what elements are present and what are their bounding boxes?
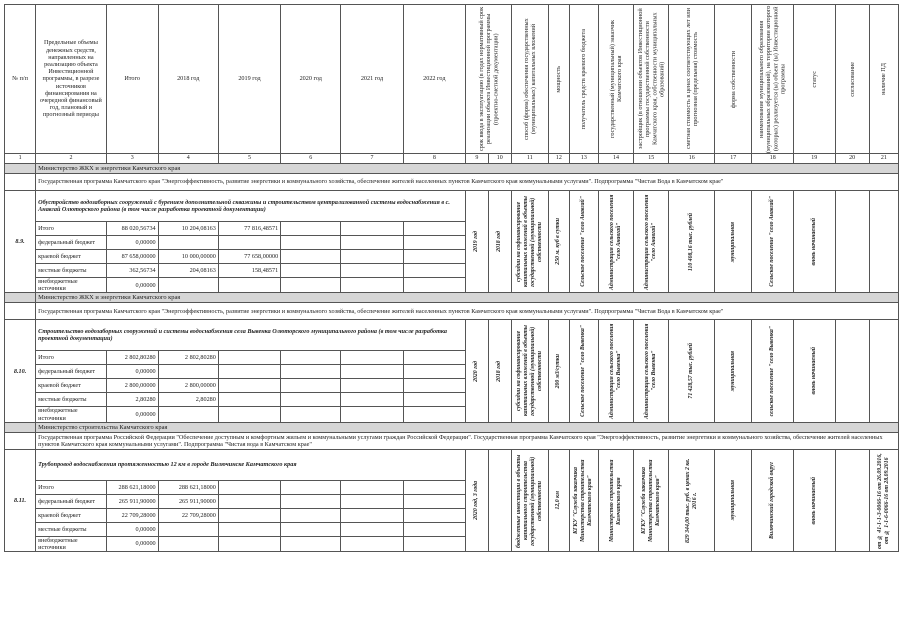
col-number: 8: [403, 154, 465, 164]
program-row: [5, 432, 899, 449]
total-value: 265 911,90000: [106, 494, 158, 508]
total-value: 288 621,18000: [106, 480, 158, 494]
capacity: 250 м. куб в сутки: [555, 218, 562, 266]
total-value: 22 709,28000: [106, 508, 158, 522]
project-row: [5, 320, 899, 351]
project-row: [5, 449, 899, 480]
year-value: [403, 480, 465, 494]
year-value: [158, 407, 218, 422]
header-label: государственный (муниципальный) заказчик Камчатского края: [608, 19, 623, 139]
col-number: 15: [634, 154, 669, 164]
year-value: [341, 236, 403, 250]
header-label: форма собственности: [729, 50, 737, 108]
ministry-row: [5, 293, 899, 303]
finance-source-label: Итого: [36, 351, 107, 365]
total-value: 362,56734: [106, 264, 158, 278]
col-number: 19: [794, 154, 836, 164]
year-value: [218, 351, 280, 365]
term: 2018 год: [496, 231, 503, 253]
year-value: [403, 379, 465, 393]
funding-form: субсидии на софинансирование капитальных вложений в объекты государственной (муниципальной) собственности: [515, 325, 543, 417]
header-cell: 2018 год: [158, 5, 218, 154]
project-name: Строительство водозаборных сооружений и системы водоснабжения села Вывенка Олюторского муниципального района (в том числе разработка проектной документации): [36, 320, 466, 351]
header-cell: [669, 5, 715, 154]
year-value: [158, 365, 218, 379]
year-value: [218, 236, 280, 250]
funding-form: субсидии на софинансирование капитальных вложений в объекты государственной (муниципальной) собственности: [515, 196, 543, 288]
header-cell: 2019 год: [218, 5, 280, 154]
header-cell: [549, 5, 570, 154]
capacity: 200 м3/сутки: [555, 353, 562, 389]
estimated-cost: 71 428,57 тыс. рублей: [688, 343, 695, 399]
ministry-row: [5, 164, 899, 174]
year-value: [341, 536, 403, 551]
year-value: 2 802,80280: [158, 351, 218, 365]
col-number: 12: [549, 154, 570, 164]
total-value: 2 800,00000: [106, 379, 158, 393]
total-value: 2 802,80280: [106, 351, 158, 365]
commission-date: 2019 год: [473, 231, 480, 253]
year-value: 2,80280: [158, 393, 218, 407]
col-number: 11: [511, 154, 548, 164]
finance-source-label: Итого: [36, 222, 107, 236]
year-value: [281, 379, 341, 393]
project-name: Обустройство водозаборных сооружений с бурением дополнительной скважины и строительством централизованной системы водоснабжения в с. Анавгай Олюторского района (в том числе разработка проектной документации): [36, 191, 466, 222]
estimated-cost: 110 408,16 тыс. рублей: [688, 212, 695, 271]
column-number-row: [5, 154, 899, 164]
program-name: Государственная программа Камчатского края "Энергоэффективность, развитие энергетики и коммунального хозяйства, обеспечение жителей населенных пунктов Камчатского края коммунальными услугами". Подпрограмма "Чистая Вода в Камчатском крае": [36, 303, 899, 320]
year-value: 158,48571: [218, 264, 280, 278]
year-value: [341, 494, 403, 508]
col-number: 6: [281, 154, 341, 164]
year-value: [341, 351, 403, 365]
year-value: [281, 393, 341, 407]
finance-source-label: внебюджетные источники: [36, 278, 107, 293]
col-number: 21: [869, 154, 898, 164]
year-value: [341, 250, 403, 264]
year-value: [281, 508, 341, 522]
row-number: 8.10.: [5, 320, 36, 422]
col-number: 2: [36, 154, 107, 164]
header-cell: 2021 год: [341, 5, 403, 154]
header-cell: [634, 5, 669, 154]
ownership-form: муниципальная: [729, 350, 736, 392]
total-value: 0,00000: [106, 522, 158, 536]
year-value: 22 709,28000: [158, 508, 218, 522]
row-number: 8.11.: [5, 449, 36, 551]
status: вновь начинаемый: [810, 217, 817, 266]
capacity: 12,0 км: [555, 491, 562, 510]
year-value: [341, 365, 403, 379]
finance-source-label: федеральный бюджет: [36, 236, 107, 250]
year-value: [158, 522, 218, 536]
year-value: [218, 393, 280, 407]
year-value: [403, 250, 465, 264]
header-label: застройщик (в отношении объектов Инвестиционной программы государственной собственности Камчатского края, собственности муниципальных образований): [636, 8, 666, 150]
col-number: 20: [835, 154, 869, 164]
year-value: [281, 250, 341, 264]
year-value: 2 800,00000: [158, 379, 218, 393]
header-label: согласование: [848, 61, 856, 97]
year-value: [341, 393, 403, 407]
design-docs: от № 41-1-1-3-0066-16 от 26.09.2016, от № 1-1-6-0066-16 от 28.09.2016: [876, 452, 890, 549]
year-value: 10 204,08163: [158, 222, 218, 236]
year-value: [218, 494, 280, 508]
year-value: [218, 379, 280, 393]
year-value: [403, 222, 465, 236]
col-number: 9: [465, 154, 488, 164]
header-cell: № п/п: [5, 5, 36, 154]
year-value: 288 621,18000: [158, 480, 218, 494]
header-cell: [794, 5, 836, 154]
finance-source-label: краевой бюджет: [36, 508, 107, 522]
ministry-name: Министерство ЖКХ и энергетики Камчатского края: [36, 164, 899, 174]
ministry-name: Министерство ЖКХ и энергетики Камчатского края: [36, 293, 899, 303]
year-value: [403, 236, 465, 250]
year-value: [218, 480, 280, 494]
year-value: [403, 278, 465, 293]
year-value: [158, 278, 218, 293]
year-value: [403, 494, 465, 508]
col-number: 5: [218, 154, 280, 164]
year-value: [403, 351, 465, 365]
total-value: 87 658,00000: [106, 250, 158, 264]
finance-source-label: федеральный бюджет: [36, 365, 107, 379]
customer: Министерство строительства Камчатского края: [608, 459, 622, 542]
col-number: 3: [106, 154, 158, 164]
year-value: [281, 236, 341, 250]
year-value: [281, 278, 341, 293]
header-cell: [598, 5, 633, 154]
finance-source-label: внебюджетные источники: [36, 407, 107, 422]
year-value: [158, 536, 218, 551]
year-value: [218, 365, 280, 379]
year-value: [341, 379, 403, 393]
header-label: мощность: [555, 65, 563, 93]
header-label: наличие ПД: [880, 63, 888, 95]
year-value: [341, 407, 403, 422]
year-value: [281, 264, 341, 278]
finance-source-label: местные бюджеты: [36, 264, 107, 278]
year-value: [403, 365, 465, 379]
year-value: [341, 480, 403, 494]
ministry-name: Министерство строительства Камчатского края: [36, 422, 899, 432]
header-label: статус: [810, 70, 818, 88]
header-cell: [835, 5, 869, 154]
header-label: наименование муниципального образования (муниципальных образований), на территории которого (которых) реализуется (ы) объект (ы) Инвестиционной программы: [758, 5, 787, 153]
header-cell: [869, 5, 898, 154]
commission-date: 2020 год: [473, 360, 480, 382]
year-value: [403, 522, 465, 536]
recipient: Сельское поселение "село Анавгай": [580, 196, 587, 288]
header-cell: 2020 год: [281, 5, 341, 154]
header-label: получатель средств краевого бюджета: [580, 28, 588, 130]
header-label: срок ввода в эксплуатацию (в годах нормативный срок реализации объекта Инвестиционной программы (проектно-сметной документации): [477, 6, 499, 152]
finance-source-label: Итого: [36, 480, 107, 494]
status: вновь начинаемый: [810, 476, 817, 525]
year-value: [281, 480, 341, 494]
year-value: [403, 536, 465, 551]
header-cell: [511, 5, 548, 154]
customer: Администрация сельского поселения "село Вывенка": [608, 323, 622, 419]
col-number: 4: [158, 154, 218, 164]
year-value: [218, 278, 280, 293]
year-value: [403, 264, 465, 278]
status: вновь начинаемый: [810, 347, 817, 395]
total-value: 0,00000: [106, 407, 158, 422]
year-value: 10 000,00000: [158, 250, 218, 264]
year-value: [218, 522, 280, 536]
header-cell: Предельные объемы денежных средств, направленных на реализацию объекта Инвестиционной программы, в разрезе источников финансирования на очередной финансовый год, плановый и прогнозный периоды: [36, 5, 107, 154]
year-value: [403, 407, 465, 422]
year-value: [281, 351, 341, 365]
finance-source-label: внебюджетные источники: [36, 536, 107, 551]
finance-source-label: краевой бюджет: [36, 250, 107, 264]
customer: Администрация сельского поселения "село Анавгай": [608, 194, 622, 290]
header-cell: [569, 5, 598, 154]
total-value: 0,00000: [106, 536, 158, 551]
header-cell: 2022 год: [403, 5, 465, 154]
project-row: [5, 191, 899, 222]
col-number: 18: [752, 154, 794, 164]
year-value: 265 911,90000: [158, 494, 218, 508]
col-number: 17: [715, 154, 752, 164]
finance-source-label: местные бюджеты: [36, 522, 107, 536]
header-cell: Итого: [106, 5, 158, 154]
recipient: Сельское поселение "село Вывенка": [580, 325, 587, 418]
header-row: [5, 5, 899, 154]
year-value: [218, 536, 280, 551]
term: 2018 год: [496, 360, 503, 382]
total-value: 0,00000: [106, 365, 158, 379]
program-name: Государственная программа Российской Федерации "Обеспечение доступным и комфортным жильем и коммунальными услугами граждан Российской Федерации". Государственная программа Камчатского края "Энергоэффективность, развитие энергетики и коммунального хозяйства, обеспечение жителей населенных пунктов Камчатского края коммунальными услугами". Подпрограмма "Чистая вода в Камчатском крае": [36, 432, 899, 449]
finance-source-label: федеральный бюджет: [36, 494, 107, 508]
col-number: 1: [5, 154, 36, 164]
col-number: 14: [598, 154, 633, 164]
year-value: [281, 222, 341, 236]
col-number: 10: [488, 154, 511, 164]
total-value: 0,00000: [106, 236, 158, 250]
year-value: [403, 393, 465, 407]
year-value: [341, 222, 403, 236]
estimated-cost: 829 344,00 тыс. руб. в ценах 2 кв. 2016 г.: [684, 458, 698, 543]
year-value: [281, 536, 341, 551]
header-cell: [465, 5, 511, 154]
municipality: сельское поселение "село Вывенка": [769, 325, 776, 417]
year-value: [341, 522, 403, 536]
program-row: [5, 303, 899, 320]
developer: Администрация сельского поселения "село Вывенка": [644, 323, 658, 419]
year-value: [158, 236, 218, 250]
table-body: [5, 164, 899, 552]
ownership-form: муниципальная: [729, 221, 736, 262]
municipality: Сельское поселение "село Анавгай": [769, 196, 776, 288]
investment-program-table: [4, 4, 899, 552]
program-row: [5, 174, 899, 191]
year-value: 77 816,48571: [218, 222, 280, 236]
year-value: [341, 264, 403, 278]
ministry-row: [5, 422, 899, 432]
header-cell: [752, 5, 794, 154]
year-value: [218, 407, 280, 422]
developer: Администрация сельского поселения "село Анавгай": [644, 194, 658, 290]
header-cell: [715, 5, 752, 154]
year-value: [281, 407, 341, 422]
total-value: 0,00000: [106, 278, 158, 293]
finance-source-label: краевой бюджет: [36, 379, 107, 393]
finance-source-label: местные бюджеты: [36, 393, 107, 407]
commission-date: 2020 год, 3 года: [473, 481, 480, 520]
header-label: способ (форма) обеспечения государственных (муниципальных) капитальных вложений: [522, 18, 537, 140]
year-value: [341, 278, 403, 293]
year-value: [341, 508, 403, 522]
year-value: 77 658,00000: [218, 250, 280, 264]
developer: КГКУ "Служба заказчика Министерства строительства Камчатского края": [640, 459, 661, 542]
project-name: Трубопровод водоснабжения протяженностью 12 км в городе Вилючинске Камчатского края: [36, 449, 466, 480]
row-number: 8.9.: [5, 191, 36, 293]
recipient: КГКУ "Служба заказчика Министерства строительства Камчатского края": [573, 459, 594, 542]
header-label: сметная стоимость в ценах соответствующих лет или прогнозная (предельная) стоимость: [684, 8, 699, 150]
municipality: Вилючинский городской округ: [769, 462, 776, 539]
ownership-form: муниципальная: [729, 480, 736, 521]
total-value: 88 020,56734: [106, 222, 158, 236]
year-value: 204,08163: [158, 264, 218, 278]
year-value: [281, 365, 341, 379]
total-value: 2,80280: [106, 393, 158, 407]
funding-form: бюджетные инвестиции в объекты капитального строительства государственной (муниципальной) собственности: [515, 453, 543, 548]
year-value: [218, 508, 280, 522]
col-number: 7: [341, 154, 403, 164]
year-value: [281, 522, 341, 536]
col-number: 16: [669, 154, 715, 164]
year-value: [403, 508, 465, 522]
year-value: [281, 494, 341, 508]
col-number: 13: [569, 154, 598, 164]
program-name: Государственная программа Камчатского края "Энергоэффективность, развитие энергетики и коммунального хозяйства, обеспечение жителей населенных пунктов Камчатского края коммунальными услугами". Подпрограмма "Чистая Вода в Камчатском крае": [36, 174, 899, 191]
